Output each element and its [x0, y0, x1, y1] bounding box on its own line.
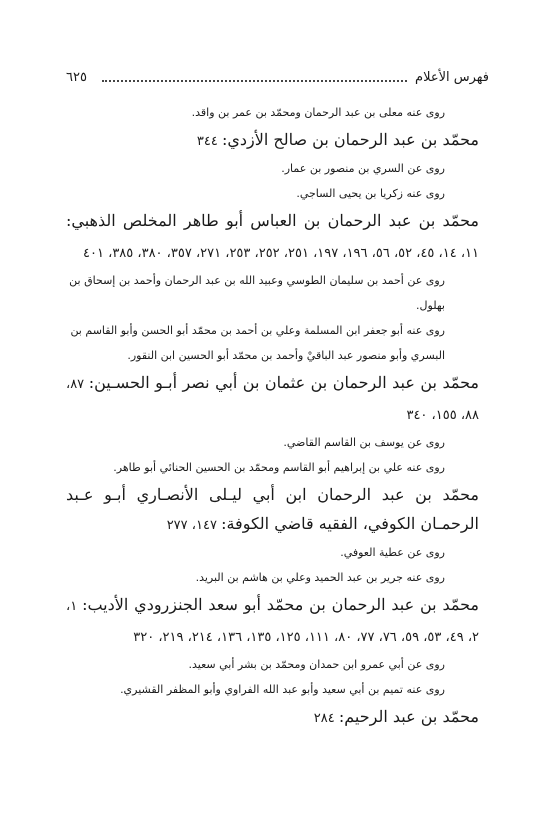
narration-line: روى عنه تميم بن أبي سعيد وأبو عبد الله الفراوي وأبو المظفر القشيري. — [120, 683, 445, 696]
entry-page-refs: ٣٤٤ — [196, 134, 222, 149]
entry-heading — [66, 480, 479, 540]
narration-line: روى عن عطية العوفي. — [340, 546, 445, 559]
entry-name: محمّد بن عبد الرحمان بن العباس أبو طاهر المخلص الذهبي: — [66, 211, 479, 230]
narration-line: روى عن أحمد بن سليمان الطوسي وعبيد الله بن عبد الرحمان وأحمد بن إسحاق بن بهلول. — [69, 274, 445, 312]
entry-page-refs: ٨٧، ٨٨، ١٥٥، ٣٤٠ — [66, 377, 479, 423]
index-entry — [66, 702, 479, 733]
narration-line: روى عنه معلى بن عبد الرحمان ومحمّد بن عمر بن واقد. — [191, 106, 445, 119]
entry-page-refs: ١٤٧، ٢٧٧ — [166, 518, 222, 533]
index-entry — [66, 480, 479, 590]
narration-line: روى عنه زكريا بن يحيى الساجي. — [296, 187, 445, 200]
entry-heading — [66, 206, 479, 268]
entry-page-refs: ٢٨٤ — [313, 711, 339, 726]
narration-line: روى عنه جرير بن عبد الحميد وعلي بن هاشم بن البريد. — [195, 571, 445, 584]
entry-heading — [66, 368, 479, 430]
entry-name: محمّد بن عبد الرحمان ابن أبي ليـلى الأنصـاري أبـو عـبد الرحمـان الكوفي، الفقيه قاضي الكوفة: — [66, 485, 479, 533]
index-entry — [66, 125, 479, 206]
page-number: ٦٢٥ — [66, 70, 87, 85]
entry-heading — [66, 125, 479, 156]
entry-heading — [66, 702, 479, 733]
page-header — [66, 70, 489, 90]
narration-line: روى عن يوسف بن القاسم القاضي. — [283, 436, 445, 449]
entry-name: محمّد بن عبد الرحمان بن محمّد أبو سعد الجنزرودي الأديب: — [82, 595, 479, 614]
entry-name: محمّد بن عبد الرحيم: — [338, 707, 479, 726]
entry-name: محمّد بن عبد الرحمان بن صالح الأزدي: — [221, 130, 479, 149]
entry-heading — [66, 590, 479, 652]
entry-name: محمّد بن عبد الرحمان بن عثمان بن أبي نصر أبـو الحسـين: — [88, 373, 479, 392]
index-entry — [66, 100, 479, 125]
index-content — [66, 100, 479, 733]
index-entry — [66, 368, 479, 480]
narration-line: روى عنه أبو جعفر ابن المسلمة وعلي بن أحمد بن محمّد أبو الحسن وأبو القاسم بن البسري وأبو منصور عبد الباقيْ وأحمد بن محمّد أبو الحسين ابن النقور. — [70, 324, 445, 362]
entry-page-refs: ١١، ١٤، ٤٥، ٥٢، ٥٦، ١٩٦، ١٩٧، ٢٥١، ٢٥٢، ٢٥٣، ٢٧١، ٣٥٧، ٣٨٠، ٣٨٥، ٤٠١ — [83, 246, 479, 261]
index-entry — [66, 206, 479, 368]
narration-line: روى عنه علي بن إبراهيم أبو القاسم ومحمّد بن الحسين الحنائي أبو طاهر. — [113, 461, 445, 474]
running-title: فهرس الأعلام — [415, 70, 489, 85]
narration-line: روى عن السري بن منصور بن عمار. — [281, 162, 445, 175]
narration-line: روى عن أبي عمرو ابن حمدان ومحمّد بن بشر أبي سعيد. — [188, 658, 445, 671]
index-entry — [66, 590, 479, 702]
entry-page-refs: ١، ٢، ٤٩، ٥٣، ٥٩، ٧٦، ٧٧، ٨٠، ١١١، ١٢٥، ١٣٥، ١٣٦، ٢١٤، ٢١٩، ٣٢٠ — [66, 599, 479, 645]
dotted-leader — [102, 80, 407, 82]
